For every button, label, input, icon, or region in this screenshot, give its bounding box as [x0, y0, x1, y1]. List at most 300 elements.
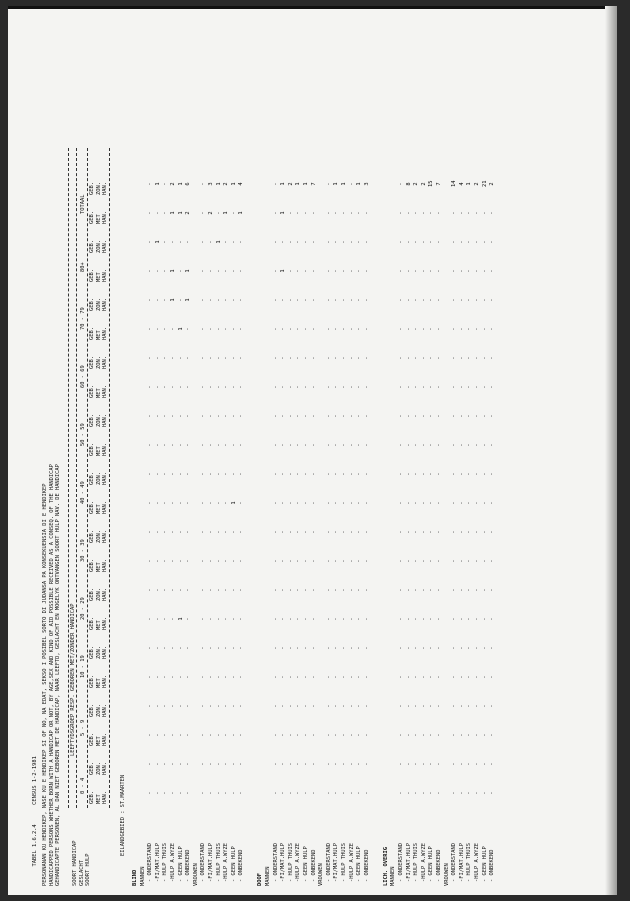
- han-subheader: HAN.: [102, 443, 108, 456]
- table-cell: -: [466, 704, 473, 708]
- table-cell: -: [200, 240, 207, 244]
- table-cell: -: [310, 443, 317, 447]
- table-cell: -: [287, 675, 294, 679]
- row-label: -HULP A.WYZE: [170, 843, 176, 882]
- table-cell: -: [451, 443, 458, 447]
- table-cell: -: [295, 269, 302, 273]
- table-cell: 2: [287, 182, 294, 186]
- table-cell: -: [280, 356, 287, 360]
- table-cell: -: [466, 298, 473, 302]
- han-subheader: HAN.: [102, 530, 108, 543]
- geb-subheader: GEB.: [89, 472, 95, 485]
- table-cell: -: [405, 211, 412, 215]
- table-cell: 2: [413, 182, 420, 186]
- table-cell: -: [428, 385, 435, 389]
- geb-subheader: GEB.: [89, 559, 95, 572]
- table-cell: -: [428, 443, 435, 447]
- table-cell: -: [223, 617, 230, 621]
- table-cell: -: [466, 385, 473, 389]
- table-cell: -: [310, 414, 317, 418]
- row-label: -FI/MAT.HULP: [280, 843, 287, 882]
- table-cell: -: [154, 501, 161, 505]
- table-cell: -: [405, 414, 412, 418]
- table-cell: -: [474, 385, 480, 389]
- table-cell: -: [223, 762, 230, 766]
- row-label: -FI/MAT.HULP: [405, 843, 412, 882]
- table-cell: -: [481, 356, 488, 360]
- table-cell: 1: [356, 182, 363, 186]
- table-cell: -: [162, 617, 169, 621]
- met-zon-subheader: MET: [95, 446, 102, 456]
- table-cell: -: [200, 211, 207, 215]
- met-zon-subheader: ZON.: [95, 182, 102, 195]
- table-cell: -: [481, 530, 488, 534]
- age-group-header: 70 - 79: [80, 307, 86, 330]
- table-cell: -: [303, 443, 309, 447]
- met-zon-subheader: MET: [95, 330, 102, 340]
- table-cell: -: [451, 269, 458, 273]
- table-cell: -: [413, 240, 420, 244]
- table-cell: -: [398, 617, 404, 621]
- table-cell: -: [215, 501, 222, 505]
- table-cell: -: [287, 472, 294, 476]
- table-cell: -: [398, 704, 404, 708]
- row-label: -FI/MAT.HULP: [208, 843, 214, 882]
- table-cell: -: [405, 791, 412, 795]
- table-cell: -: [230, 791, 237, 795]
- table-cell: -: [348, 211, 355, 215]
- table-cell: -: [238, 588, 245, 592]
- table-cell: -: [474, 762, 480, 766]
- table-cell: -: [481, 501, 488, 505]
- table-cell: -: [474, 298, 480, 302]
- table-cell: -: [466, 327, 473, 331]
- table-row: [200, 6, 206, 886]
- table-cell: -: [310, 617, 317, 621]
- table-cell: -: [474, 588, 480, 592]
- table-cell: -: [474, 733, 480, 737]
- table-cell: -: [333, 791, 340, 795]
- table-cell: -: [287, 704, 294, 708]
- table-cell: -: [185, 240, 192, 244]
- table-cell: -: [458, 211, 465, 215]
- table-cell: -: [303, 530, 309, 534]
- table-cell: -: [208, 733, 214, 737]
- han-subheader: HAN.: [102, 211, 108, 224]
- table-cell: -: [341, 762, 347, 766]
- met-zon-subheader: ZON.: [95, 472, 102, 485]
- table-row: [147, 6, 153, 886]
- table-cell: -: [280, 733, 287, 737]
- table-cell: -: [238, 704, 245, 708]
- table-cell: -: [356, 356, 363, 360]
- table-cell: -: [405, 559, 412, 563]
- table-cell: -: [333, 675, 340, 679]
- met-zon-subheader: MET: [95, 272, 102, 282]
- table-cell: -: [154, 704, 161, 708]
- table-cell: -: [310, 704, 317, 708]
- table-cell: -: [215, 443, 222, 447]
- table-cell: -: [272, 675, 279, 679]
- table-cell: -: [162, 733, 169, 737]
- table-cell: 1: [177, 327, 184, 331]
- table-cell: -: [325, 733, 332, 737]
- han-subheader: HAN.: [102, 617, 108, 630]
- table-cell: -: [348, 385, 355, 389]
- table-cell: -: [436, 588, 442, 592]
- table-cell: 1: [177, 211, 184, 215]
- table-cell: 2: [185, 211, 192, 215]
- table-cell: -: [147, 414, 154, 418]
- table-cell: -: [200, 385, 207, 389]
- table-cell: -: [363, 443, 370, 447]
- table-cell: -: [162, 472, 169, 476]
- geb-subheader: GEB.: [89, 733, 95, 746]
- table-cell: -: [436, 559, 442, 563]
- table-cell: -: [398, 211, 404, 215]
- table-id: TABEL 1.6.2.4: [32, 824, 39, 867]
- table-cell: -: [481, 298, 488, 302]
- table-cell: -: [458, 327, 465, 331]
- age-group-header: 80+: [80, 262, 86, 272]
- table-cell: 1: [280, 269, 287, 273]
- table-cell: -: [398, 327, 404, 331]
- table-cell: -: [466, 356, 473, 360]
- table-cell: -: [154, 298, 161, 302]
- met-zon-subheader: ZON.: [95, 356, 102, 369]
- table-cell: -: [280, 559, 287, 563]
- table-cell: -: [325, 298, 332, 302]
- table-cell: -: [230, 530, 237, 534]
- scanned-page: [8, 6, 617, 895]
- table-cell: -: [238, 559, 245, 563]
- table-cell: -: [147, 559, 154, 563]
- han-subheader: HAN.: [102, 762, 108, 775]
- table-cell: -: [287, 617, 294, 621]
- han-subheader: HAN.: [102, 704, 108, 717]
- table-cell: -: [303, 211, 309, 215]
- table-cell: -: [147, 269, 154, 273]
- table-cell: -: [489, 588, 496, 592]
- table-cell: -: [341, 530, 347, 534]
- table-cell: -: [363, 501, 370, 505]
- table-cell: -: [238, 472, 245, 476]
- table-cell: -: [162, 414, 169, 418]
- table-cell: -: [458, 240, 465, 244]
- table-cell: -: [208, 298, 214, 302]
- table-cell: -: [341, 269, 347, 273]
- table-cell: -: [333, 240, 340, 244]
- table-cell: -: [458, 675, 465, 679]
- table-cell: -: [451, 675, 458, 679]
- table-cell: -: [287, 298, 294, 302]
- table-cell: -: [474, 356, 480, 360]
- table-cell: -: [177, 443, 184, 447]
- table-cell: -: [356, 211, 363, 215]
- table-cell: -: [325, 675, 332, 679]
- table-cell: -: [348, 472, 355, 476]
- table-cell: -: [363, 298, 370, 302]
- table-cell: -: [230, 704, 237, 708]
- met-zon-subheader: MET: [95, 388, 102, 398]
- table-row: [170, 6, 176, 886]
- table-cell: -: [489, 356, 496, 360]
- table-cell: -: [398, 733, 404, 737]
- table-cell: -: [177, 559, 184, 563]
- table-cell: -: [398, 240, 404, 244]
- table-cell: -: [272, 356, 279, 360]
- table-cell: -: [162, 704, 169, 708]
- table-cell: -: [280, 530, 287, 534]
- table-cell: -: [466, 617, 473, 621]
- table-cell: -: [405, 704, 412, 708]
- table-cell: -: [325, 501, 332, 505]
- table-cell: -: [287, 530, 294, 534]
- table-cell: -: [147, 385, 154, 389]
- table-cell: 7: [436, 182, 442, 186]
- table-cell: 1: [333, 182, 340, 186]
- table-cell: -: [295, 762, 302, 766]
- table-cell: -: [405, 327, 412, 331]
- row-label: - ONDERSTAND: [325, 843, 332, 882]
- age-group-header: 20 - 29: [80, 597, 86, 620]
- table-cell: -: [428, 559, 435, 563]
- table-cell: -: [325, 530, 332, 534]
- census-label: CENSUS 1-2-1981: [32, 756, 39, 805]
- table-cell: -: [356, 762, 363, 766]
- table-cell: -: [162, 530, 169, 534]
- table-cell: -: [405, 443, 412, 447]
- table-cell: -: [147, 588, 154, 592]
- table-cell: -: [420, 240, 427, 244]
- table-cell: -: [287, 327, 294, 331]
- table-cell: -: [341, 588, 347, 592]
- row-label: - ONDERSTAND: [147, 843, 154, 882]
- table-cell: -: [481, 733, 488, 737]
- table-cell: -: [348, 675, 355, 679]
- table-cell: -: [295, 530, 302, 534]
- table-cell: -: [413, 211, 420, 215]
- table-cell: -: [356, 530, 363, 534]
- table-cell: -: [230, 443, 237, 447]
- table-cell: -: [341, 704, 347, 708]
- table-cell: -: [405, 588, 412, 592]
- table-cell: -: [303, 240, 309, 244]
- table-cell: -: [295, 327, 302, 331]
- table-cell: -: [238, 327, 245, 331]
- table-cell: -: [451, 646, 458, 650]
- table-cell: -: [303, 385, 309, 389]
- table-cell: -: [356, 704, 363, 708]
- table-cell: -: [287, 414, 294, 418]
- table-cell: -: [489, 675, 496, 679]
- table-cell: 2: [223, 182, 230, 186]
- table-cell: -: [185, 385, 192, 389]
- table-cell: -: [474, 269, 480, 273]
- geb-subheader: GEB.: [89, 327, 95, 340]
- table-cell: -: [398, 414, 404, 418]
- table-cell: -: [333, 443, 340, 447]
- table-cell: -: [325, 211, 332, 215]
- table-cell: -: [280, 472, 287, 476]
- table-cell: -: [208, 443, 214, 447]
- table-cell: -: [356, 298, 363, 302]
- table-cell: -: [272, 327, 279, 331]
- table-cell: -: [170, 472, 176, 476]
- table-cell: -: [436, 327, 442, 331]
- table-cell: -: [272, 443, 279, 447]
- table-cell: 8: [405, 182, 412, 186]
- region-label: EILANDGEBIED : ST.MAARTEN: [120, 774, 126, 856]
- table-row: [216, 6, 222, 886]
- table-cell: -: [481, 472, 488, 476]
- table-cell: -: [363, 211, 370, 215]
- table-cell: 1: [230, 182, 237, 186]
- table-cell: -: [356, 791, 363, 795]
- table-cell: -: [200, 298, 207, 302]
- table-cell: -: [489, 762, 496, 766]
- geb-subheader: GEB.: [89, 356, 95, 369]
- table-cell: -: [200, 791, 207, 795]
- table-cell: -: [287, 269, 294, 273]
- handicap-label: DOOF: [257, 873, 264, 886]
- table-cell: -: [420, 298, 427, 302]
- table-cell: -: [363, 704, 370, 708]
- table-cell: 1: [170, 211, 176, 215]
- table-cell: -: [147, 472, 154, 476]
- table-cell: -: [238, 530, 245, 534]
- met-zon-subheader: ZON.: [95, 704, 102, 717]
- table-cell: -: [466, 646, 473, 650]
- table-cell: -: [325, 646, 332, 650]
- table-cell: -: [280, 617, 287, 621]
- table-cell: -: [185, 646, 192, 650]
- table-cell: -: [428, 791, 435, 795]
- table-cell: -: [436, 414, 442, 418]
- table-row: [273, 6, 279, 886]
- table-cell: -: [215, 269, 222, 273]
- table-cell: -: [215, 704, 222, 708]
- table-cell: -: [310, 733, 317, 737]
- table-cell: -: [356, 617, 363, 621]
- table-cell: 1: [341, 182, 347, 186]
- table-cell: -: [200, 733, 207, 737]
- table-cell: -: [398, 472, 404, 476]
- table-cell: -: [436, 269, 442, 273]
- table-cell: -: [398, 385, 404, 389]
- table-cell: -: [215, 646, 222, 650]
- table-cell: -: [420, 269, 427, 273]
- table-cell: -: [177, 704, 184, 708]
- table-cell: -: [325, 588, 332, 592]
- table-cell: -: [458, 617, 465, 621]
- table-cell: -: [170, 588, 176, 592]
- table-cell: -: [310, 559, 317, 563]
- table-cell: -: [310, 385, 317, 389]
- table-cell: -: [348, 182, 355, 186]
- header-rule-3: [109, 148, 110, 808]
- table-cell: -: [363, 762, 370, 766]
- table-cell: -: [208, 646, 214, 650]
- stub-header-3: SOORT HULP: [85, 853, 91, 886]
- sex-label: VROUWEN: [318, 863, 325, 886]
- table-cell: -: [428, 646, 435, 650]
- table-cell: -: [177, 646, 184, 650]
- table-cell: -: [230, 211, 237, 215]
- table-cell: -: [215, 356, 222, 360]
- met-zon-subheader: MET: [95, 678, 102, 688]
- table-cell: -: [458, 385, 465, 389]
- table-cell: -: [458, 559, 465, 563]
- table-cell: -: [458, 762, 465, 766]
- table-cell: -: [238, 269, 245, 273]
- table-cell: -: [295, 791, 302, 795]
- table-cell: 1: [280, 182, 287, 186]
- table-cell: -: [428, 327, 435, 331]
- table-cell: -: [341, 385, 347, 389]
- table-cell: 21: [481, 180, 488, 187]
- table-cell: -: [333, 298, 340, 302]
- table-cell: -: [436, 501, 442, 505]
- geb-subheader: GEB.: [89, 298, 95, 311]
- table-cell: -: [451, 617, 458, 621]
- table-cell: -: [466, 559, 473, 563]
- table-cell: -: [280, 791, 287, 795]
- geb-subheader: GEB.: [89, 762, 95, 775]
- table-cell: -: [147, 733, 154, 737]
- table-cell: -: [405, 675, 412, 679]
- table-cell: -: [458, 443, 465, 447]
- table-cell: -: [295, 211, 302, 215]
- table-cell: -: [162, 443, 169, 447]
- table-cell: -: [162, 588, 169, 592]
- table-cell: -: [458, 704, 465, 708]
- table-cell: -: [489, 559, 496, 563]
- table-cell: -: [348, 356, 355, 360]
- row-label: - ONBEKEND: [489, 849, 496, 882]
- table-cell: -: [272, 182, 279, 186]
- table-cell: -: [356, 559, 363, 563]
- title-line-2: HANDICAPPED PERSONS WHETHER BORN WITH A HANDICAP OR NOT, BY AGE,SEX AND KIND OF AID POSSIBLE RECEIVED AS A CONSEQ. OF THE HANDICAP: [48, 464, 55, 886]
- table-cell: -: [310, 298, 317, 302]
- table-cell: -: [295, 472, 302, 476]
- header-rule-2: [87, 148, 88, 808]
- met-zon-subheader: ZON.: [95, 240, 102, 253]
- row-label: - HULP THUIS: [162, 843, 169, 882]
- table-row: [356, 6, 362, 886]
- table-row: [466, 6, 472, 886]
- row-label: -FI/MAT.HULP: [333, 843, 340, 882]
- table-cell: -: [230, 762, 237, 766]
- table-cell: -: [451, 211, 458, 215]
- table-cell: -: [420, 327, 427, 331]
- table-cell: -: [428, 269, 435, 273]
- table-cell: -: [215, 327, 222, 331]
- table-cell: -: [428, 530, 435, 534]
- table-cell: -: [348, 588, 355, 592]
- table-cell: -: [474, 501, 480, 505]
- geb-subheader: GEB.: [89, 501, 95, 514]
- table-cell: -: [215, 472, 222, 476]
- table-cell: -: [162, 501, 169, 505]
- table-cell: -: [466, 791, 473, 795]
- table-cell: -: [458, 414, 465, 418]
- table-cell: -: [185, 530, 192, 534]
- table-cell: -: [333, 356, 340, 360]
- table-cell: 3: [363, 182, 370, 186]
- table-cell: -: [348, 791, 355, 795]
- table-cell: -: [230, 617, 237, 621]
